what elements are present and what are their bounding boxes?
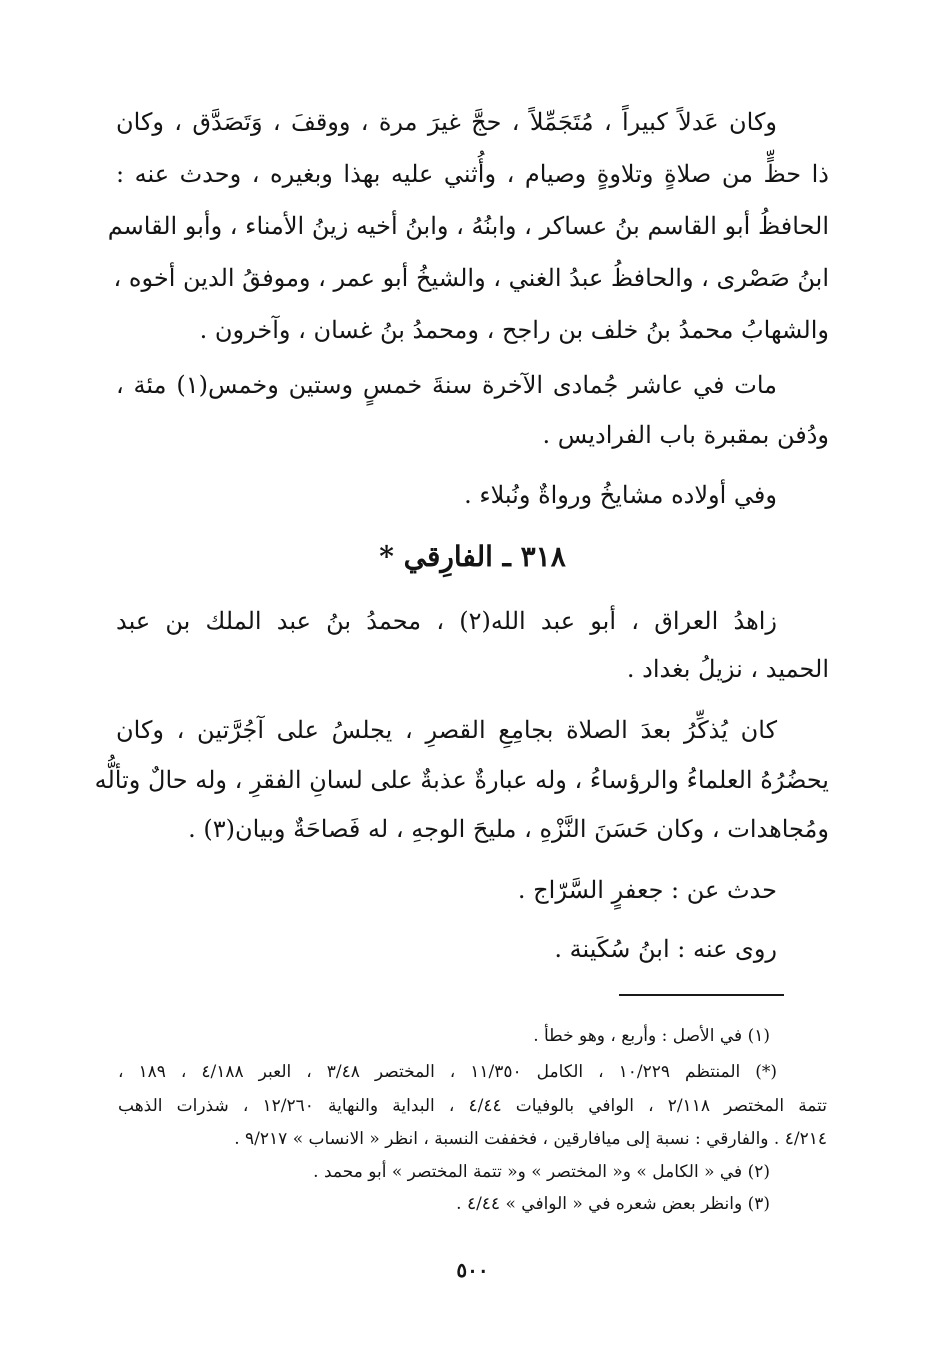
paragraph-1-line-4: ابنُ صَصْرى ، والحافظُ عبدُ الغني ، والشيخُ أبو عمر ، وموفقُ الدين أخوه ، (113, 264, 829, 292)
paragraph-4-line-1: زاهدُ العراق ، أبو عبد الله(٢) ، محمدُ بنُ عبد الملك بن عبد (116, 607, 778, 635)
paragraph-7: روى عنه : ابنُ سُكَينة . (554, 935, 777, 963)
paragraph-6: حدث عن : جعفرٍ السَّرّاج . (517, 876, 777, 904)
paragraph-1-line-2: ذا حظٍّ من صلاةٍ وتلاوةٍ وصيام ، وأُثني عليه بهذا وبغيره ، وحدث عنه : (116, 160, 829, 188)
paragraph-5-line-1: كان يُذكِّرُ بعدَ الصلاة بجامِعِ القصرِ ، يجلسُ على آجُرَّتين ، وكان (116, 716, 777, 744)
footnote-separator (619, 994, 784, 996)
footnote-star-line-3: ٤/٢١٤ . والفارقي : نسبة إلى ميافارقين ، فخففت النسبة ، انظر « الانساب » ٩/٢١٧ . (234, 1129, 827, 1149)
paragraph-5-line-2: يحضُرُهُ العلماءُ والرؤساءُ ، وله عبارةٌ عذبةٌ على لسانِ الفقرِ ، وله حالٌ وتألُّه (94, 766, 829, 794)
paragraph-1-line-1: وكان عَدلاً كبيراً ، مُتَجَمِّلاً ، حجَّ غيرَ مرة ، ووقفَ ، وَتَصَدَّق ، وكان (116, 108, 777, 136)
entry-heading: ٣١٨ ـ الفارِقي * (379, 540, 566, 573)
footnote-star-line-1: (*) المنتظم ١٠/٢٢٩ ، الكامل ١١/٣٥٠ ، المختصر ٣/٤٨ ، العبر ٤/١٨٨ ، ١٨٩ ، (118, 1062, 778, 1082)
footnote-star-line-2: تتمة المختصر ٢/١١٨ ، الوافي بالوفيات ٤/٤٤ ، البداية والنهاية ١٢/٢٦٠ ، شذرات الذهب (118, 1096, 827, 1116)
paragraph-1-line-5: والشهابُ محمدُ بنُ خلف بن راجح ، ومحمدُ بنُ غسان ، وآخرون . (199, 316, 829, 344)
page-number: ٥٠٠ (456, 1258, 489, 1282)
footnote-1: (١) في الأصل : وأربع ، وهو خطأ . (533, 1026, 770, 1046)
paragraph-5-line-3: ومُجاهدات ، وكان حَسَنَ النَّزْهِ ، مليحَ الوجهِ ، له فَصاحَةٌ وبيان(٣) . (188, 815, 829, 843)
paragraph-2-line-2: ودُفن بمقبرة باب الفراديس . (542, 421, 829, 449)
footnote-2: (٢) في « الكامل » و« المختصر » و« تتمة المختصر » أبو محمد . (313, 1162, 770, 1182)
paragraph-4-line-2: الحميد ، نزيلُ بغداد . (626, 655, 829, 683)
paragraph-3: وفي أولاده مشايخُ ورواةٌ ونُبلاء . (464, 481, 777, 509)
footnote-3: (٣) وانظر بعض شعره في « الوافي » ٤/٤٤ . (456, 1194, 770, 1214)
paragraph-1-line-3: الحافظُ أبو القاسم بنُ عساكر ، وابنُهُ ، وابنُ أخيه زينُ الأمناء ، وأبو القاسم (107, 212, 829, 240)
paragraph-2-line-1: مات في عاشر جُمادى الآخرة سنةَ خمسٍ وستين وخمس(١) مئة ، (116, 371, 777, 399)
